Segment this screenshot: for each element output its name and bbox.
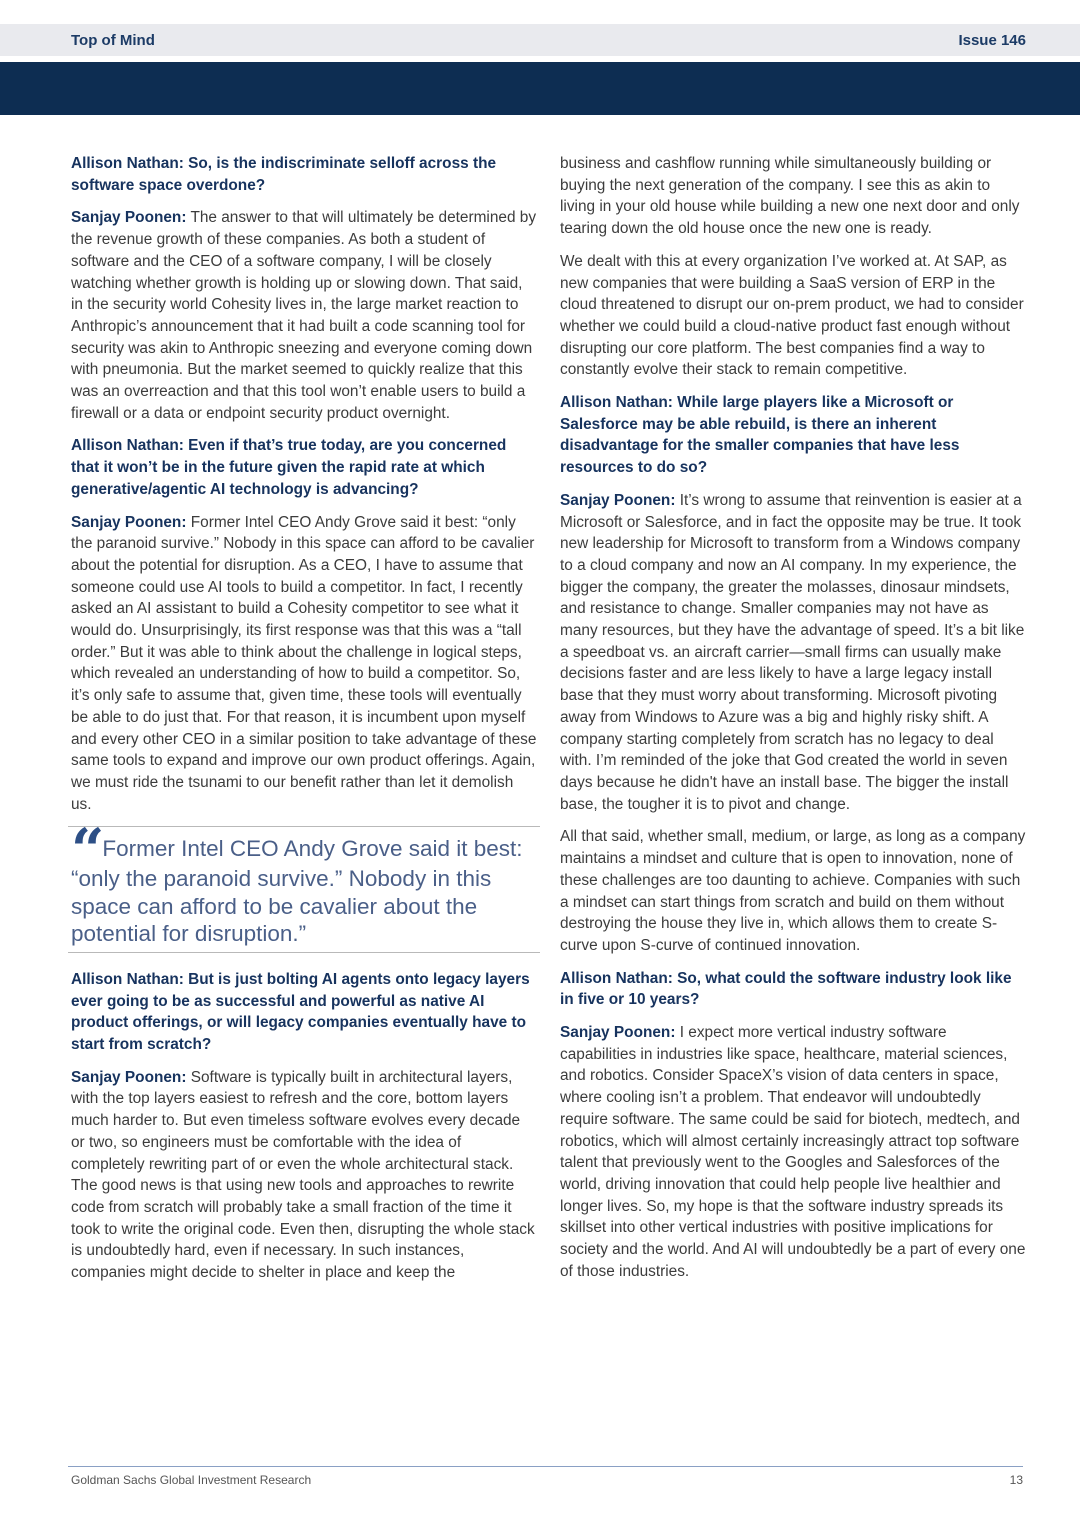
question-2: Allison Nathan: Even if that’s true today, are you concerned that it won’t be in the future given the rapid rate at which generative/agentic AI technology is advancing? — [71, 437, 507, 498]
speaker-label: Sanjay Poonen: — [560, 491, 676, 509]
footer-source: Goldman Sachs Global Investment Research — [71, 1473, 312, 1487]
speaker-label: Sanjay Poonen: — [71, 513, 187, 531]
paragraph-continued: business and cashflow running while simultaneously building or buying the next generation of the company. I see this as akin to living in your old house while building a new one next door and only tearing down the old house once the new one is ready. — [560, 155, 1020, 238]
question-1: Allison Nathan: So, is the indiscriminate selloff across the software space overdone? — [71, 155, 497, 194]
running-header — [0, 24, 1080, 56]
page-number: 13 — [1009, 1473, 1023, 1487]
answer-text: The answer to that will ultimately be determined by the revenue growth of these companies. As both a student of software and the CEO of a software company, I will be closely watching whether growth is holding up or slowing down. That said, in the security world Cohesity lives in, the large market reaction to Anthropic’s announcement that it had built a code scanning tool for security was akin to Anthropic sneezing and everyone coming down with pneumonia. But the market seemed to quickly realize that this was an overreaction and that this tool won’t enable users to build a firewall or a data or endpoint security product overnight. — [71, 209, 537, 422]
answer-1 — [71, 207, 537, 424]
paragraph-mindset: All that said, whether small, medium, or large, as long as a company maintains a mindset and culture that is open to innovation, none of these challenges are too daunting to achieve. Companies with such a mindset can start things from scratch and build on them without destroying the house they live in, which allows them to create S-curve upon S-curve of continued innovation. — [560, 828, 1026, 954]
footer-divider — [68, 1466, 1023, 1467]
answer-5 — [560, 1022, 1026, 1282]
question-3: Allison Nathan: But is just bolting AI agents onto legacy layers ever going to be as successful and powerful as native AI product offerings, or will legacy companies eventually have to start from scratch? — [71, 970, 530, 1053]
answer-4 — [560, 490, 1026, 816]
answer-text: Software is typically built in architectural layers, with the top layers easiest to refresh and the core, bottom layers much harder to. But even timeless software evolves every decade or two, so engineers must be comfortable with the idea of completely rewriting part of or even the whole architectural stack. The good news is that using new tools and approaches to rewrite code from scratch will probably take a small fraction of the time it took to write the original code. Even then, disrupting the whole stack is undoubtedly hard, even if necessary. In such instances, companies might decide to shelter in place and keep the — [71, 1068, 535, 1282]
issue-number: Issue 146 — [958, 32, 1026, 49]
quote-mark-icon: “ — [71, 816, 101, 885]
question-4: Allison Nathan: While large players like a Microsoft or Salesforce may be able rebuild, is there an inherent disadvantage for the smaller companies that have less resources to do so? — [560, 394, 960, 477]
answer-2 — [71, 512, 537, 816]
speaker-label: Sanjay Poonen: — [71, 209, 187, 227]
pull-quote — [68, 816, 540, 953]
answer-3 — [71, 1067, 537, 1284]
answer-text: Former Intel CEO Andy Grove said it best: “only the paranoid survive.” Nobody in this space can afford to be cavalier about the potential for disruption. As a CEO, I have to assume that someone could use AI tools to build a competitor. In fact, I recently asked an AI assistant to build a Cohesity competitor to see what it would do. Unsurprisingly, its first response was that this was a “tall order.” But it was able to think about the challenge in logical steps, which revealed an understanding of how to build a competitor. So, it’s only safe to assume that, given time, these tools will eventually be able to do just that. For that reason, it is incumbent upon myself and every other CEO in a similar position to take advantage of these same tools to expand and improve our own product offerings. Again, we must ride the tsunami to our benefit rather than let it demolish us. — [71, 513, 537, 813]
question-5: Allison Nathan: So, what could the software industry look like in five or 10 years? — [560, 969, 1012, 1009]
header-band — [0, 62, 1080, 115]
answer-text: I expect more vertical industry software capabilities in industries like space, healthcare, material sciences, and robotics. Consider SpaceX’s vision of data centers in space, where cooling isn’t a problem. That endeavor will undoubtedly require software. The same could be said for biotech, medtech, and robotics, which will almost certainly increasingly attract top software talent that previously went to the Googles and Salesforces of the world, driving innovation that could help people live healthier and longer lives. So, my hope is that the software industry spreads its skillset into other vertical industries with positive implications for society and the world. And AI will undoubtedly be a part of every one of those industries. — [560, 1024, 1026, 1280]
pull-quote-text: Former Intel CEO Andy Grove said it best: “only the paranoid survive.” Nobody in this space can afford to be cavalier about the potential for disruption.” — [71, 836, 523, 947]
publication-title: Top of Mind — [71, 32, 155, 49]
speaker-label: Sanjay Poonen: — [560, 1024, 676, 1042]
paragraph-sap: We dealt with this at every organization I’ve worked at. At SAP, as new companies that were building a SaaS version of ERP in the cloud threatened to disrupt our on-prem product, we had to consider whether we could build a cloud-native product fast enough without disrupting our core platform. The best companies find a way to constantly evolve their stack to remain competitive. — [560, 252, 1024, 379]
answer-text: It’s wrong to assume that reinvention is easier at a Microsoft or Salesforce, and in fact the opposite may be true. It took new leadership for Microsoft to transform from a Windows company to a cloud company and now an AI company. In my experience, the bigger the company, the greater the molasses, dinosaur mindsets, and resistance to change. Smaller companies may not have as many resources, but they have the advantage of speed. It’s a bit like a speedboat vs. an aircraft carrier—small firms can usually make decisions faster and are less likely to have a large legacy install base that they must worry about transforming. Microsoft pivoting away from Windows to Azure was a big and highly risky shift. A company starting completely from scratch has no legacy to deal with. I’m reminded of the joke that God created the world in seven days because he didn't have an install base. The bigger the install base, the tougher it is to pivot and change. — [560, 491, 1025, 813]
right-column — [560, 153, 1026, 1293]
left-column — [71, 153, 537, 1295]
speaker-label: Sanjay Poonen: — [71, 1068, 187, 1086]
